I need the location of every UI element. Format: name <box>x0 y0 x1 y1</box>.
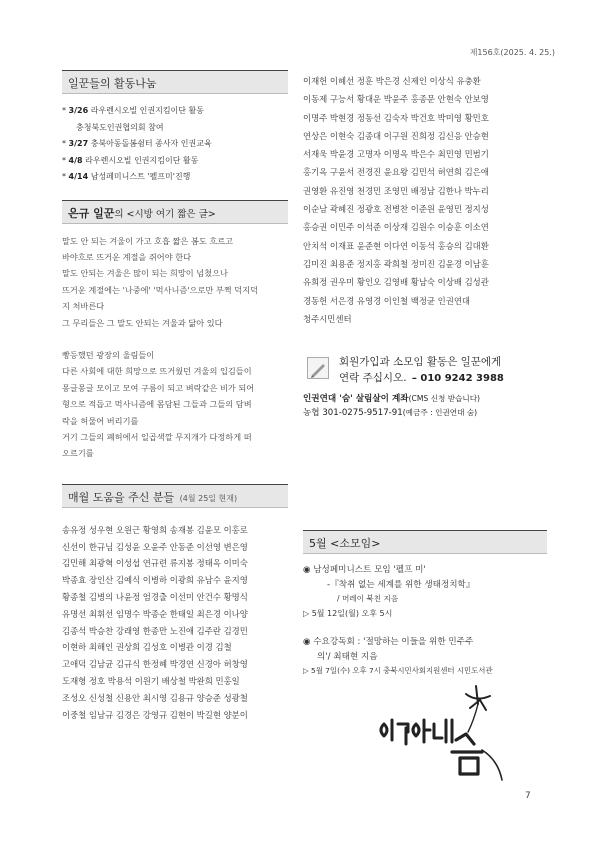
donor-line: 홍승권 이민주 이석준 이상재 김원수 이승훈 이소연 <box>303 222 489 233</box>
meeting-item: ◉ 남성페미니스트 모임 '펠프 미' -『착취 없는 세계를 위한 생태정치학』 / 머레이 북친 지음 ▷ 5월 12일(월) 오후 5시 <box>303 565 475 618</box>
account-title: 인권연대 '숨' 살림살이 계좌 <box>303 394 409 404</box>
left-column <box>62 70 288 723</box>
poem-line: 그 무리들은 그 말도 안되는 겨울과 닮아 있다 <box>62 317 223 328</box>
donor-line: 이순남 곽혜진 정광호 전병찬 이준원 윤영민 정지성 <box>303 204 489 215</box>
donor-line: 홍기옥 구윤서 전경진 윤요왕 김민석 허연희 김은애 <box>303 167 489 178</box>
donor-line: 박종효 장인산 김예식 이병하 이광희 유남수 윤지영 <box>62 575 248 586</box>
donor-line: 이재헌 이혜선 정훈 박은경 신제인 이상식 유충환 <box>303 76 481 86</box>
donor-line: 청주시민센터 <box>303 313 352 324</box>
donor-line: 황종철 김병의 나윤정 엄경출 이선미 안건수 황명식 <box>62 591 248 602</box>
donor-line: 유희정 권우미 황인오 김영배 황남숙 이상배 김성관 <box>303 277 489 288</box>
target-icon: ◉ <box>303 637 311 647</box>
poem-line: 몽글몽글 모이고 모여 구름이 되고 벼락같은 비가 되어 <box>62 382 255 393</box>
writing-heading <box>62 200 288 224</box>
donor-line: 이현하 최해인 권상희 김성호 이병관 이경 김철 <box>62 642 232 653</box>
poem-line: 오르기를 <box>62 448 94 459</box>
join-line-1: 회원가입과 소모임 활동은 일꾼에게 <box>339 356 502 368</box>
join-line-2: 연락 주십시오. <box>339 372 407 384</box>
donor-line: 조성오 신성철 신용안 최시영 김용규 양승준 성광철 <box>62 692 248 703</box>
activity-item: * 4/14 남성페미니스트 '펠프미'진행 <box>62 172 191 181</box>
poem-line: 말도 안 되는 겨울이 가고 호흡 짧은 봄도 흐르고 <box>62 235 234 246</box>
donor-line: 신선이 한규님 김성윤 오윤주 안동준 이선영 변은영 <box>62 541 248 552</box>
donor-line: 안치석 이재표 윤준현 이다연 이동석 홍승의 김대환 <box>303 240 489 251</box>
donor-line: 권영환 유진영 천경민 조영민 배정남 김한나 박누리 <box>303 185 489 196</box>
donor-line: 이동제 구능서 황대운 박윤주 홍종문 안현숙 안보영 <box>303 94 489 105</box>
activities-title: 일꾼들의 활동나눔 <box>68 77 157 90</box>
meetings-section <box>303 530 547 679</box>
donors-date-note: (4월 25일 현재) <box>179 493 238 503</box>
target-icon: ◉ <box>303 565 311 575</box>
activities-list <box>62 103 288 186</box>
activity-item: * 3/27 충북아동돌봄쉼터 종사자 인권교육 <box>62 139 212 148</box>
donors-heading <box>62 484 288 508</box>
poem-line: 빵등했던 광장의 울림들이 <box>62 349 155 360</box>
poem-line: 지 처바른다 <box>62 301 105 312</box>
meetings-heading <box>303 530 547 554</box>
poem-line: 다른 사회에 대한 희망으로 뜨거웠던 겨울의 입김들이 <box>62 366 252 377</box>
activity-item: 충청북도인권협의회 참여 <box>76 122 164 132</box>
donor-line: 이중철 임남규 김경은 강영규 김현이 박길현 양분이 <box>62 709 248 720</box>
account-holder: (예금주 : 인권연대 숨) <box>402 408 478 417</box>
donor-line: 김미진 최용준 정지홍 곽희철 정미진 김윤경 이남훈 <box>303 258 489 269</box>
join-phone: – 010 9242 3988 <box>411 373 504 384</box>
meetings-title: 5월 <소모임> <box>309 537 381 550</box>
donor-names-right <box>303 72 547 328</box>
signature-logo <box>372 680 512 790</box>
poem-line: 거기 그들의 폐허에서 일곱색깔 무지개가 다정하게 떠 <box>62 431 252 442</box>
poem-line: 락을 허물어 버리기를 <box>62 415 139 426</box>
donors-title: 매월 도움을 주신 분들 <box>68 490 175 504</box>
meeting-item: ◉ 수요강독회 : '절망하는 이들을 위한 민주주 의'/ 최태현 지음 ▷ 5월 7일(수) 오후 7시 충북시민사회지원센터 시민도서관 <box>303 637 493 675</box>
donor-line: 이명주 박현경 정동선 김숙자 박건호 박미영 황민호 <box>303 112 489 123</box>
writing-title-prefix: 은규 일꾼 <box>68 206 115 220</box>
poem <box>62 233 288 462</box>
issue-number: 제156호(2025. 4. 25.) <box>469 48 555 57</box>
donor-line: 도재형 정호 박용석 이원기 배상철 박완희 민홍일 <box>62 675 240 686</box>
donor-line: 김민해 최광혁 이성섭 연규련 류지봉 정태옥 이미숙 <box>62 558 248 569</box>
donor-line: 송유정 성우현 오원근 황영희 송재봉 김윤모 이홍로 <box>62 524 248 535</box>
account-number: 농협 301-0275-9517-91 <box>303 408 403 418</box>
writing-title-suffix: 의 <시방 여기 짧은 글> <box>114 208 216 220</box>
activities-heading <box>62 70 288 94</box>
donor-line: 고애덕 김남균 김규식 한정혜 박경연 신경아 허창영 <box>62 659 248 670</box>
join-notice <box>303 354 547 420</box>
page-number: 7 <box>525 791 531 801</box>
donor-line: 김종석 박승찬 강래영 한종만 노진애 김주란 김경민 <box>62 625 248 636</box>
account-info <box>303 392 547 420</box>
donor-line: 서재욱 박윤경 고명자 이명옥 박은수 최민영 민범기 <box>303 149 489 160</box>
poem-line: 바야흐로 뜨거운 계절을 쥐어야 한다 <box>62 251 192 262</box>
donor-names-left <box>62 522 288 724</box>
account-note: (CMS 신청 받습니다) <box>408 394 481 403</box>
activity-item: * 4/8 라우렌시오빌 인권지킴이단 활동 <box>62 155 199 165</box>
donor-line: 연상은 이현숙 김종대 이구원 진희정 김신응 안승현 <box>303 130 489 141</box>
donor-line: 경동헌 서은경 유영경 이인철 백정균 인권연대 <box>303 295 471 306</box>
poem-line: 말도 안되는 겨울은 많이 되는 희망이 넘쳤으나 <box>62 268 228 279</box>
activity-item: * 3/26 라우렌시오빌 인권지킴이단 활동 <box>62 106 204 115</box>
poem-line: 형으로 적듭고 먹사니즘에 몸담된 그들과 그들의 담벼 <box>62 399 252 410</box>
poem-line: 뜨거운 계절에는 '나중에' '먹사니즘'으로만 부쩍 덕지덕 <box>62 284 259 295</box>
donor-line: 유명선 최휘선 임명수 박종순 한태일 최은경 이나양 <box>62 608 248 619</box>
pencil-icon <box>307 357 329 379</box>
